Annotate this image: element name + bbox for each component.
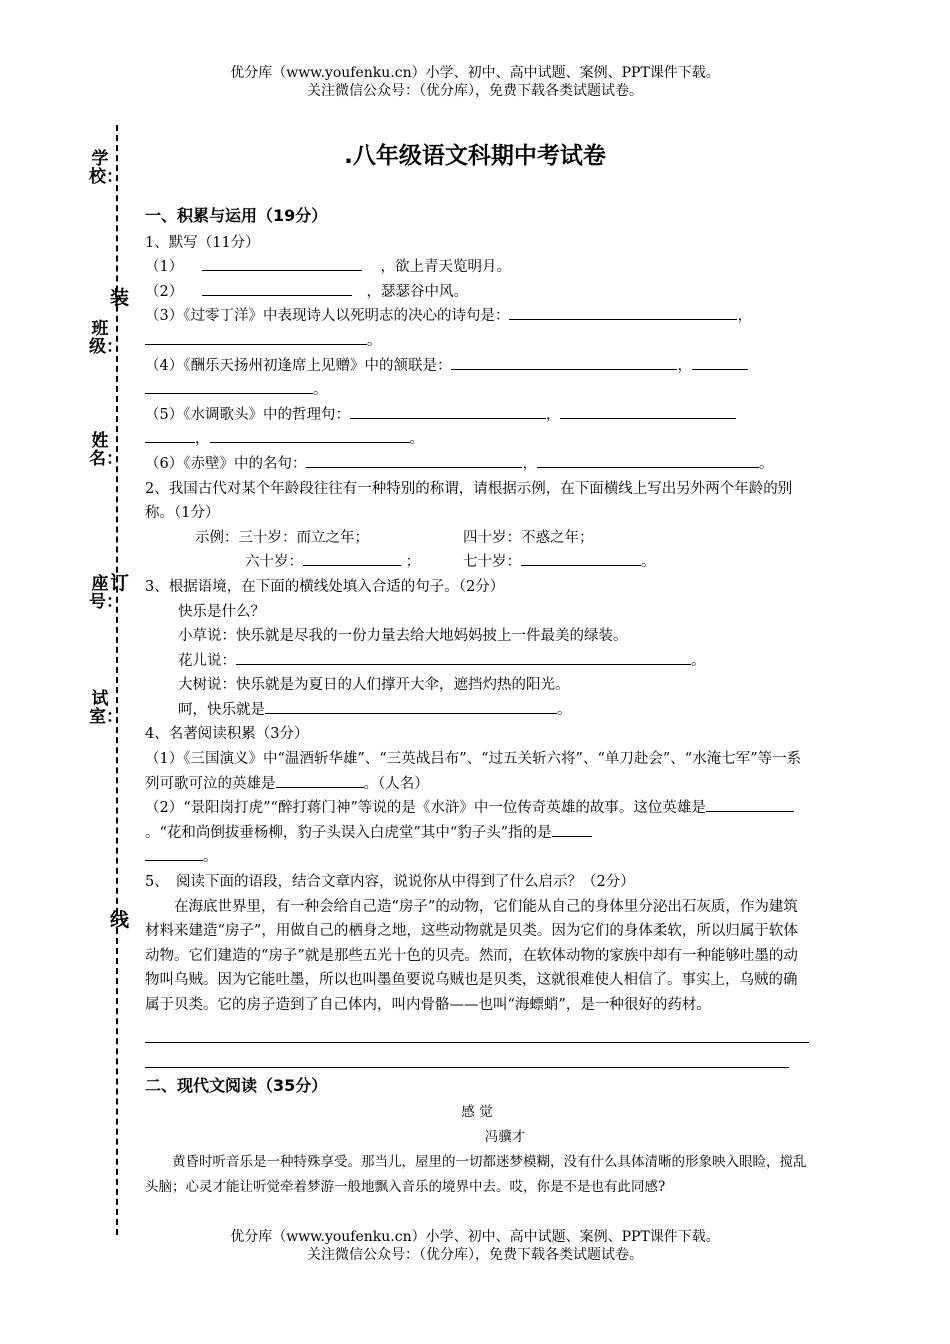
answer-blank[interactable] (692, 354, 748, 370)
q3-line-4: 大树说：快乐就是为夏日的人们撑开大伞，遮挡灼热的阳光。 (178, 677, 570, 694)
answer-blank[interactable] (560, 403, 736, 419)
answer-blank[interactable] (552, 821, 592, 837)
page-footer (0, 1228, 950, 1264)
q2-examples-row1: 示例：三十岁：而立之年； 四十岁：不惑之年； (195, 529, 594, 546)
answer-blank[interactable] (521, 550, 641, 566)
q4-text: 4、名著阅读积累（3分） (145, 726, 309, 743)
article-title: 感 觉 (461, 1104, 493, 1121)
seat-label: 座号： (89, 574, 123, 612)
answer-blank[interactable] (451, 354, 677, 370)
section1-heading: 一、积累与运用（19分） (145, 206, 328, 225)
answer-blank[interactable] (145, 378, 313, 394)
q5-text: 5、 阅读下面的语段，结合文章内容，说说你从中得到了什么启示？（2分） (145, 874, 635, 891)
q1-label: 1、默写（11分） (145, 234, 260, 251)
q1-item-4: （4）《酬乐天扬州初逢席上见赠》中的颔联是： ， (145, 354, 809, 379)
answer-blank[interactable] (303, 550, 401, 566)
name-label: 姓名： (89, 431, 123, 469)
q1-item-1: （1） ，欲上青天览明月。 (145, 255, 809, 280)
q4-part-1: （1）《三国演义》中“温酒斩华雄”、“三英战吕布”、“过五关斩六将”、“单刀赴会”、“水淹七军”等一系列可歌可泣的英雄是 。（人名） (145, 751, 802, 792)
q4-part-2: （2）“景阳岗打虎”“醉打蒋门神”等说的是《水浒》中一位传奇英雄的故事。这位英雄是。“花和尚倒拔垂杨柳，豹子头误入白虎堂”其中“豹子头”指的是 (145, 796, 809, 845)
answer-blank[interactable] (265, 698, 557, 714)
q2-examples-row2: 六十岁： ； 七十岁： 。 (145, 550, 809, 575)
answer-blank[interactable] (145, 427, 195, 443)
q3-line-5: 呵，快乐就是 。 (145, 698, 809, 723)
page-header (0, 64, 950, 100)
q1-item-3: （3）《过零丁洋》中表现诗人以死明志的决心的诗句是： ， (145, 304, 809, 329)
binding-xian: 线 (110, 909, 130, 931)
q1-item-3-cont: 。 (145, 329, 809, 354)
q3-line-1: 快乐是什么？ (178, 603, 265, 620)
answer-line[interactable] (145, 1018, 809, 1043)
q1-item-5: （5）《水调歌头》中的哲理句： ， (145, 403, 809, 428)
footer-line-1: 优分库（www.youfenku.cn）小学、初中、高中试题、案例、PPT课件下载。 (230, 1229, 720, 1245)
binding-zhuang: 装 (110, 287, 130, 309)
answer-blank[interactable] (276, 772, 364, 788)
q3-text: 3、根据语境，在下面的横线处填入合适的句子。（2分） (145, 578, 505, 595)
answer-line[interactable] (145, 1043, 789, 1068)
answer-blank[interactable] (145, 329, 367, 345)
q2-text: 2、我国古代对某个年龄段往往有一种特别的称谓，请根据示例，在下面横线上写出另外两个年龄的别称。（1分） (145, 480, 793, 522)
answer-blank[interactable] (509, 304, 737, 320)
article-author: 冯骥才 (484, 1129, 526, 1146)
header-line-2: 关注微信公众号：（优分库），免费下载各类试题试卷。 (307, 83, 643, 99)
school-label: 学校： (89, 149, 123, 187)
answer-blank[interactable] (202, 280, 352, 296)
q3-line-3: 花儿说： 。 (145, 649, 809, 674)
header-line-1: 优分库（www.youfenku.cn）小学、初中、高中试题、案例、PPT课件下载。 (230, 65, 720, 81)
answer-blank[interactable] (145, 845, 203, 861)
article-paragraph-1: 黄昏时听音乐是一种特殊享受。那当儿，屋里的一切都迷梦模糊，没有什么具体清晰的形象映入眼睑，搅乱头脑；心灵才能让听觉牵着梦游一般地飘入音乐的境界中去。哎，你是不是也有此同感? (145, 1154, 807, 1196)
answer-blank[interactable] (236, 649, 691, 665)
footer-line-2: 关注微信公众号：（优分库），免费下载各类试题试卷。 (307, 1247, 643, 1263)
section2-heading: 二、现代文阅读（35分） (145, 1075, 328, 1095)
answer-blank[interactable] (537, 452, 759, 468)
exam-content (145, 202, 809, 1200)
answer-blank[interactable] (706, 796, 794, 812)
answer-blank[interactable] (350, 403, 546, 419)
exam-title: .八年级语文科期中考试卷 (344, 143, 606, 169)
q1-item-2: （2） ，瑟瑟谷中风。 (145, 280, 809, 305)
answer-blank[interactable] (202, 255, 362, 271)
answer-blank[interactable] (306, 452, 522, 468)
q3-line-2: 小草说：快乐就是尽我的一份力量去给大地妈妈披上一件最美的绿装。 (178, 628, 628, 645)
q4-part-2-cont: 。 (145, 845, 809, 870)
answer-blank[interactable] (210, 427, 410, 443)
q5-passage: 在海底世界里，有一种会给自己造“房子”的动物，它们能从自己的身体里分泌出石灰质，作为建筑材料来建造“房子”，用做自己的栖身之地，这些动物就是贝类。因为它们的身体柔软，所以归属于软体动物。它们建造的“房子”就是那些五光十色的贝壳。然而，在软体动物的家族中却有一种能够吐墨的动物叫乌贼。因为它能吐墨，所以也叫墨鱼要说乌贼也是贝类，这就很难使人相信了。事实上，乌贼的确属于贝类。它的房子造到了自己体内，叫内骨骼——也叫“海螵蛸”，是一种很好的药材。 (145, 898, 798, 1013)
binding-ding: 订 (110, 572, 130, 594)
class-label: 班级： (89, 319, 123, 357)
room-label: 试室： (89, 689, 123, 727)
q1-item-4-cont: 。 (145, 378, 809, 403)
q1-item-6: （6）《赤壁》中的名句： ， 。 (145, 452, 809, 477)
q1-item-5-cont: ， 。 (145, 427, 809, 452)
